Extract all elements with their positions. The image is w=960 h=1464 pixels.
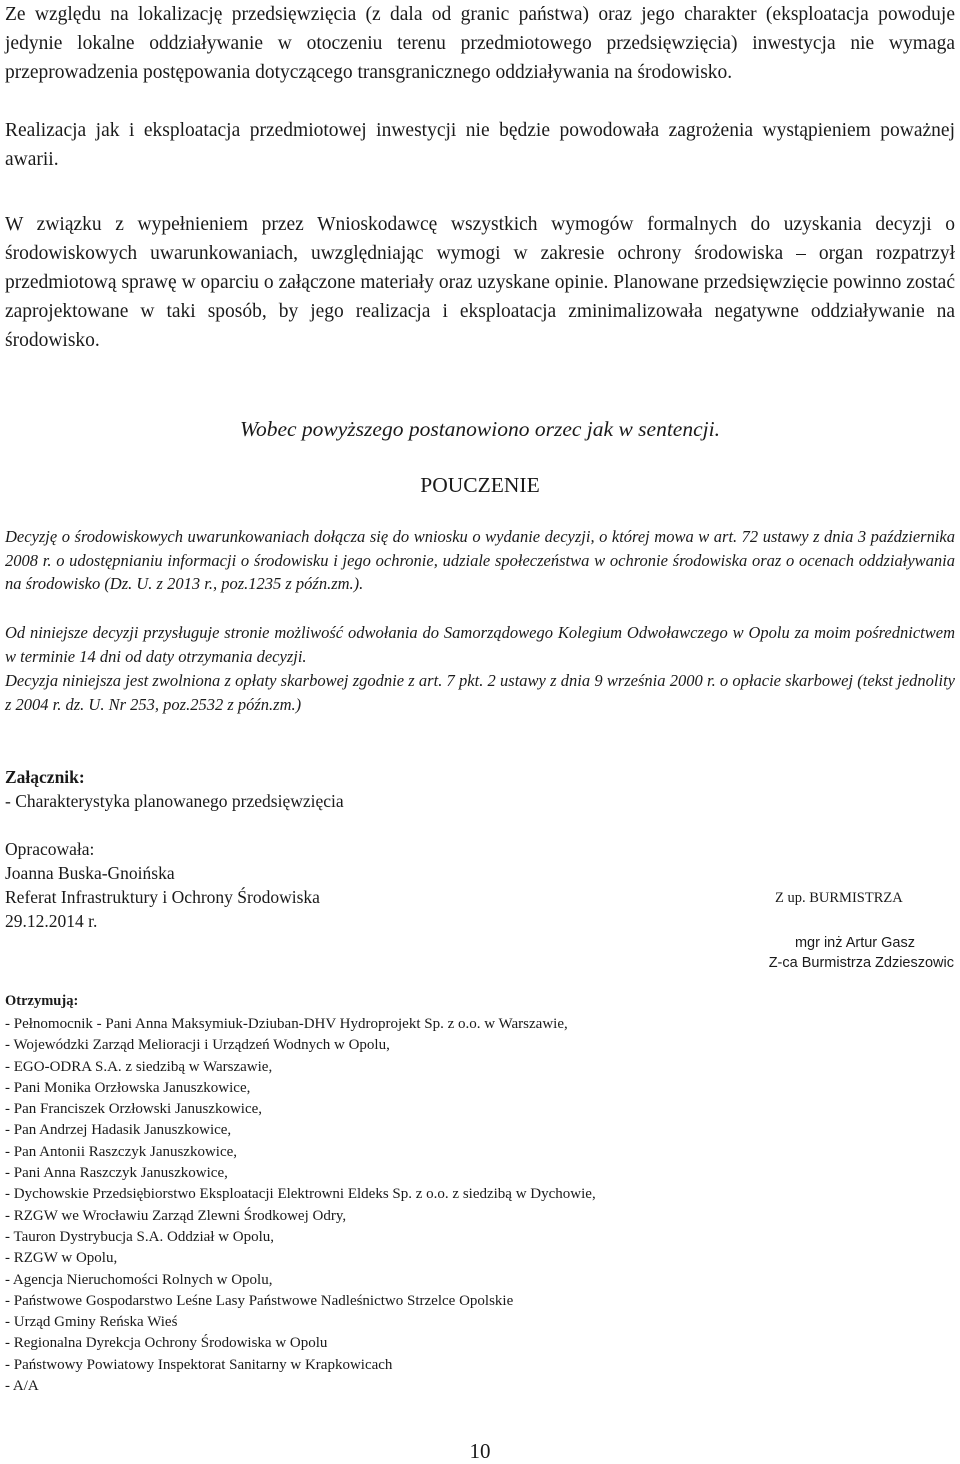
pouczenie-text-fee: Decyzja niniejsza jest zwolniona z opłaty skarbowej zgodnie z art. 7 pkt. 2 ustawy z dnia 9 września 2000 r. o opłacie skarbowej (tekst jednolity z 2004 r. dz. U. Nr 253, poz.2532 z późn.zm.) [5,671,955,714]
prepared-date: 29.12.2014 r. [5,911,98,931]
recipient-item: - Państwowe Gospodarstwo Leśne Lasy Państwowe Nadleśnictwo Strzelce Opolskie [5,1292,514,1309]
recipient-item: - Pani Anna Raszczyk Januszkowice, [5,1165,228,1182]
recipient-item: - EGO-ODRA S.A. z siedzibą w Warszawie, [5,1058,273,1075]
attachment-item: - Charakterystyka planowanego przedsięwzięcia [5,791,344,811]
paragraph-major-accident: Realizacja jak i eksploatacja przedmiotowej inwestycji nie będzie powodowała zagrożenia wystąpieniem poważnej awarii. [5,120,955,170]
recipient-item: - Pani Monika Orzłowska Januszkowice, [5,1079,251,1096]
recipient-item: - RZGW we Wrocławiu Zarząd Zlewni Środkowej Odry, [5,1207,347,1224]
prepared-label: Opracowała: [5,839,95,859]
recipient-item: - Dychowskie Przedsiębiorstwo Eksploatacji Elektrowni Eldeks Sp. z o.o. z siedzibą w Dychowie, [5,1186,596,1203]
pouczenie-heading: POUCZENIE [420,473,540,497]
signature-name: mgr inż Artur Gasz [794,935,915,951]
recipient-item: - Tauron Dystrybucja S.A. Oddział w Opolu, [5,1228,275,1245]
recipients-heading: Otrzymują: [5,993,79,1009]
recipient-item: - Państwowy Powiatowy Inspektorat Sanitarny w Krapkowicach [5,1356,393,1373]
signature-title: Z-ca Burmistrza Zdzieszowic [768,955,954,971]
recipient-item: - A/A [5,1378,39,1395]
pouczenie-text-appeal: Od niniejsze decyzji przysługuje stronie możliwość odwołania do Samorządowego Kolegium Odwoławczego w Opolu za moim pośrednictwem w terminie 14 dni od daty otrzymania decyzji. [5,623,955,666]
attachment-heading: Załącznik: [5,767,85,787]
recipient-item: - Agencja Nieruchomości Rolnych w Opolu, [5,1271,273,1288]
recipients-list [5,1014,596,1397]
recipient-item: - Pan Andrzej Hadasik Januszkowice, [5,1122,232,1139]
recipient-item: - Regionalna Dyrekcja Ochrony Środowiska w Opolu [5,1335,328,1352]
page-number: 10 [469,1439,491,1463]
recipient-item: - RZGW w Opolu, [5,1250,118,1267]
recipient-item: - Pan Franciszek Orzłowski Januszkowice, [5,1101,263,1118]
prepared-name: Joanna Buska-Gnoińska [5,863,175,883]
pouczenie-text-attachment: Decyzję o środowiskowych uwarunkowaniach dołącza się do wniosku o wydanie decyzji, o której mowa w art. 72 ustawy z dnia 3 października 2008 r. o udostępnianiu informacji o środowisku i jego ochronie, udziale społeczeństwa w ochronie środowiska oraz o ocenach oddziaływania na środowisko (Dz. U. z 2013 r., poz.1235 z późn.zm.). [5,527,955,593]
conclusion-line: Wobec powyższego postanowiono orzec jak w sentencji. [240,417,720,441]
recipient-item: - Wojewódzki Zarząd Melioracji i Urządzeń Wodnych w Opolu, [5,1037,390,1054]
paragraph-decision-basis: W związku z wypełnieniem przez Wnioskodawcę wszystkich wymogów formalnych do uzyskania decyzji o środowiskowych uwarunkowaniach, uwzględniając wymogi w zakresie ochrony środowiska – organ rozpatrzył przedmiotową sprawę w oparciu o załączone materiały oraz uzyskane opinie. Planowane przedsięwzięcie powinno zostać zaprojektowane w taki sposób, by jego realizacja i eksploatacja zminimalizowała negatywne oddziaływanie na środowisko. [5,214,955,351]
recipient-item: - Urząd Gminy Reńska Wieś [5,1314,178,1331]
recipient-item: - Pan Antonii Raszczyk Januszkowice, [5,1143,238,1160]
paragraph-transboundary: Ze względu na lokalizację przedsięwzięcia (z dala od granic państwa) oraz jego charakter (eksploatacja powoduje jedynie lokalne oddziaływanie w otoczeniu terenu przedmiotowego przedsięwzięcia) inwestycja nie wymaga przeprowadzenia postępowania dotyczącego transgranicznego oddziaływania na środowisko. [5,4,955,83]
recipient-item: - Pełnomocnik - Pani Anna Maksymiuk-Dziuban-DHV Hydroprojekt Sp. z o.o. w Warszawie, [5,1016,568,1032]
signature-authorization: Z up. BURMISTRZA [775,890,903,906]
prepared-department: Referat Infrastruktury i Ochrony Środowiska [5,887,320,907]
